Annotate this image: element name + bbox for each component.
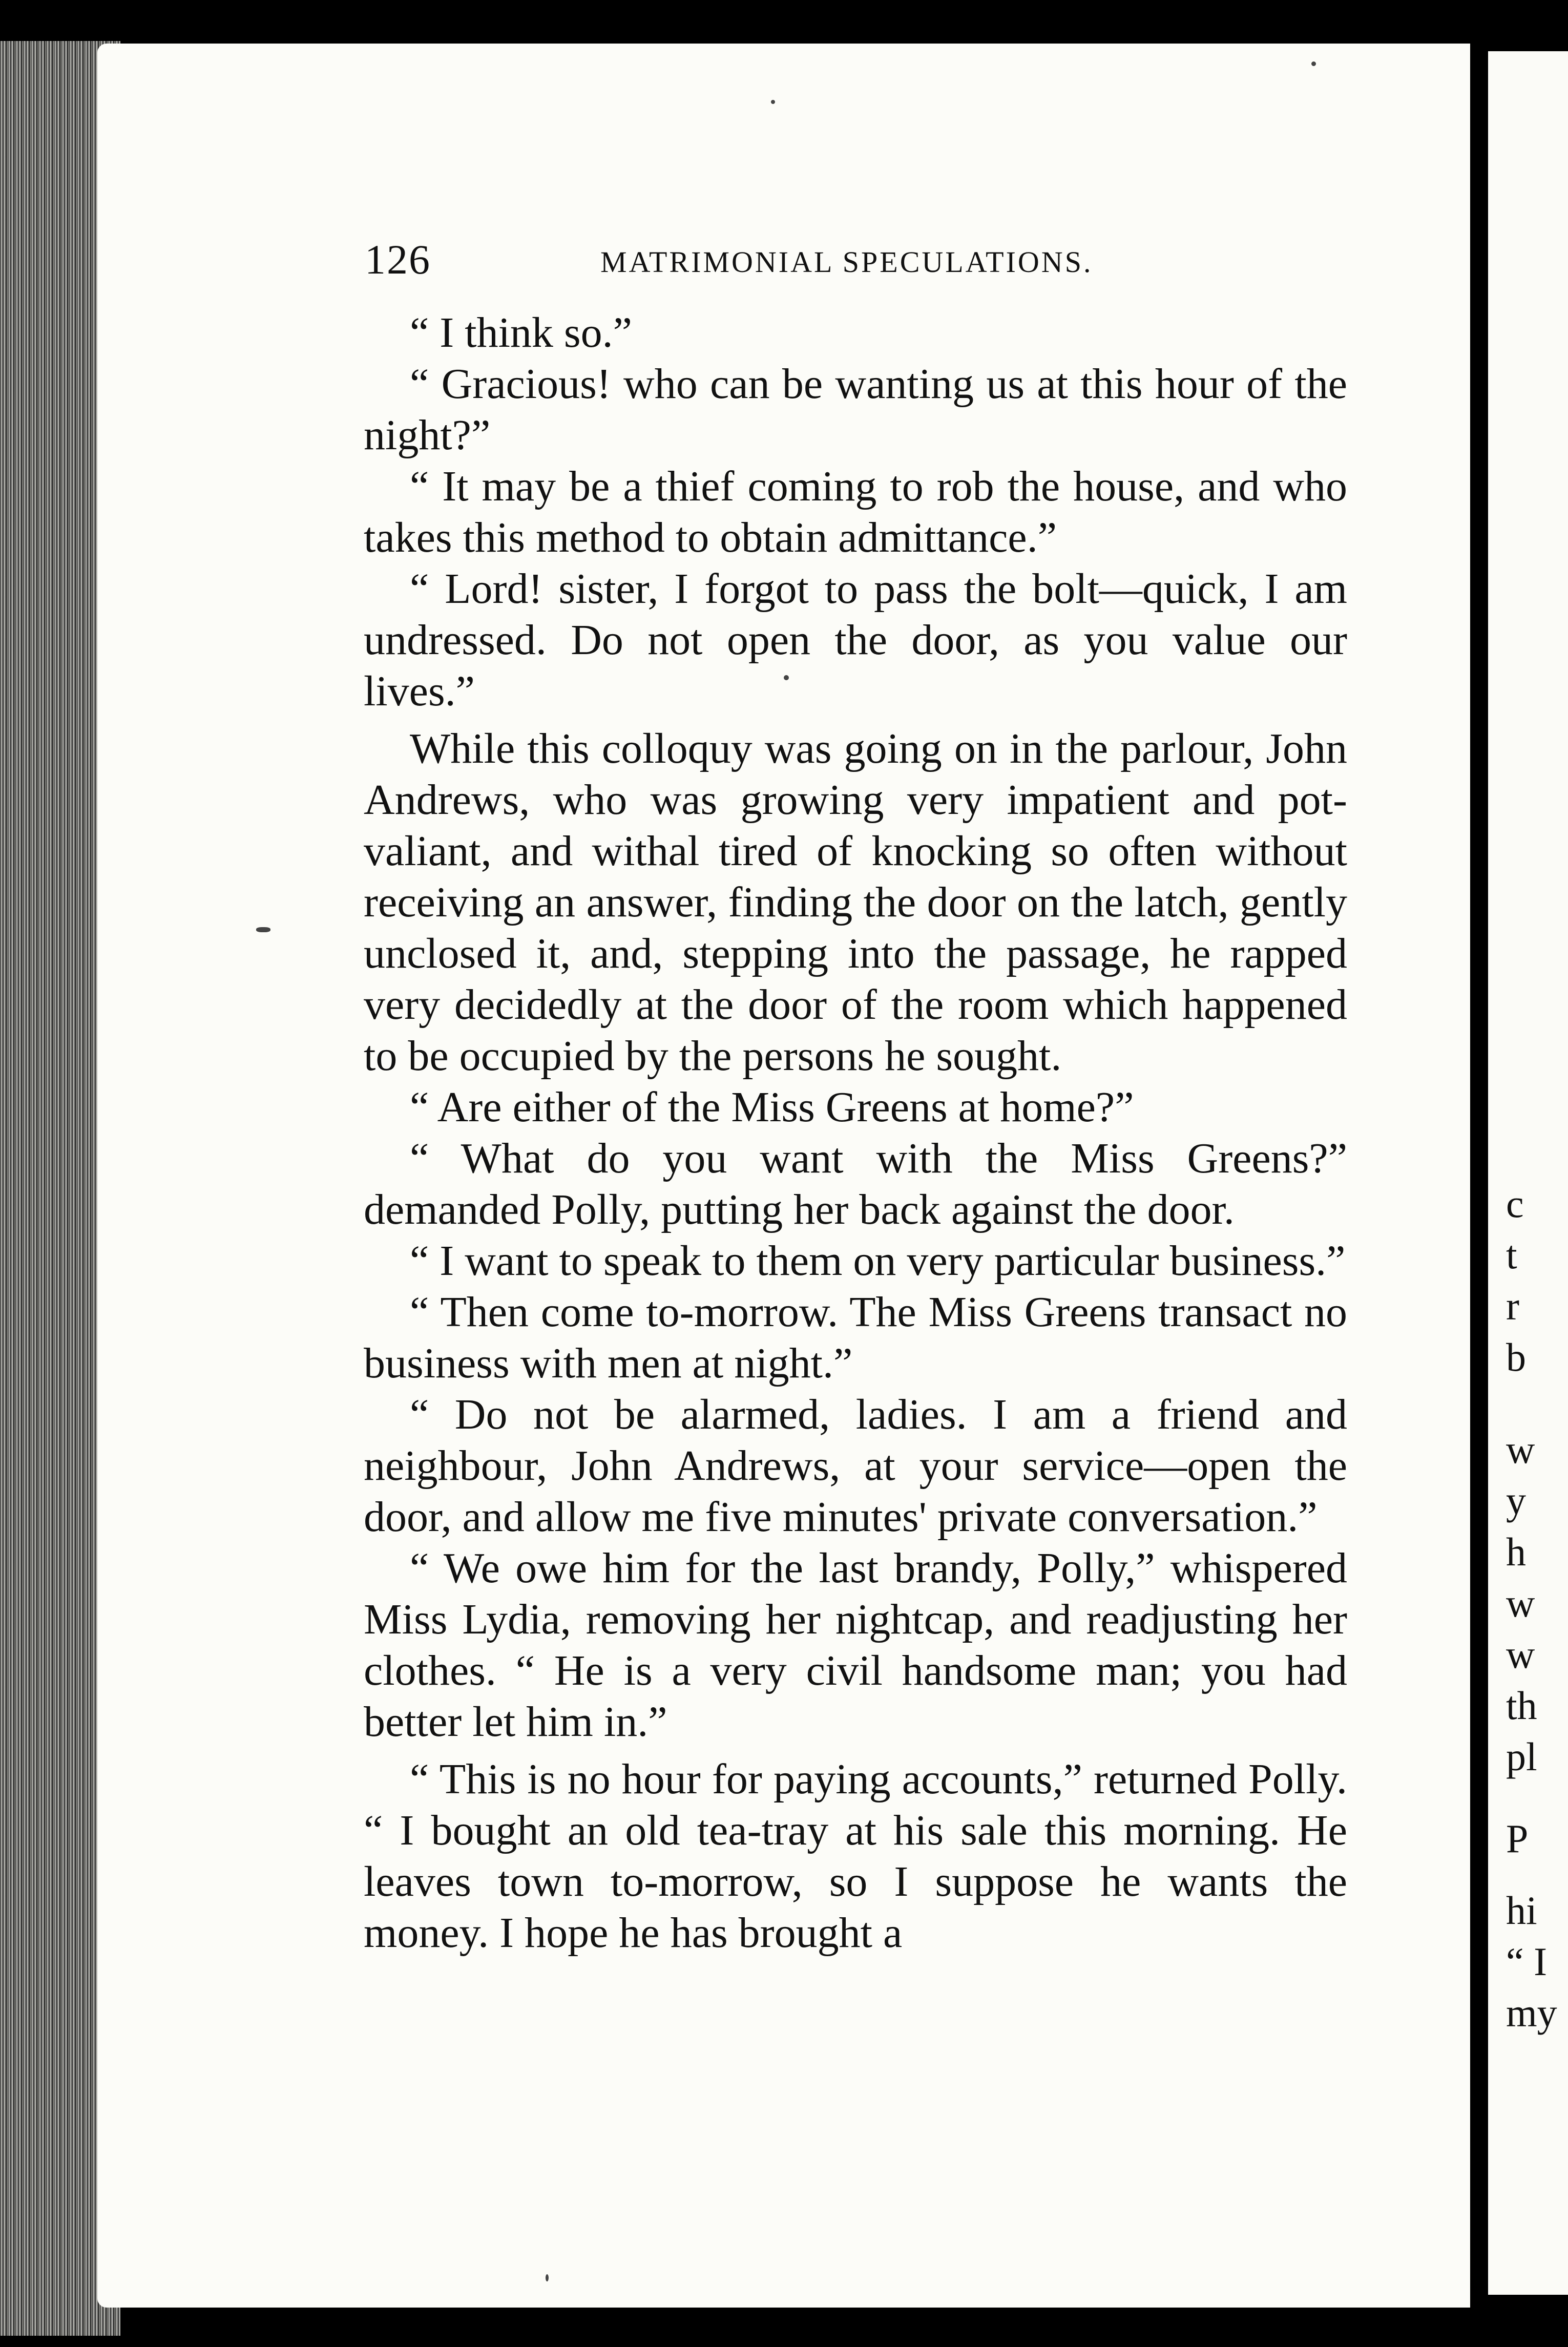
running-head: MATRIMONIAL SPECULATIONS. — [600, 245, 1093, 279]
page-body — [364, 307, 1347, 1959]
page-gutter-shadow — [1469, 44, 1490, 2308]
scan-speck — [771, 100, 775, 104]
scan-speck — [784, 675, 789, 680]
page-number: 126 — [365, 236, 431, 283]
facing-fragment: my — [1506, 1990, 1557, 2035]
facing-fragment: w — [1506, 1427, 1535, 1472]
facing-fragment: h — [1506, 1529, 1526, 1574]
facing-fragment: b — [1506, 1335, 1526, 1379]
facing-fragment: c — [1506, 1181, 1524, 1226]
facing-fragment: r — [1506, 1284, 1519, 1328]
facing-fragment: hi — [1506, 1888, 1537, 1933]
scan-speck — [546, 2274, 549, 2281]
page-header — [365, 236, 1379, 292]
paragraph: “ What do you want with the Miss Greens?” demanded Polly, putting her back against the door. — [364, 1135, 1347, 1233]
paragraph: “ Then come to-morrow. The Miss Greens transact no business with men at night.” — [364, 1288, 1347, 1387]
paragraph: “ Lord! sister, I forgot to pass the bolt—quick, I am undressed. Do not open the door, as you value our lives.” — [364, 565, 1347, 715]
facing-fragment: t — [1506, 1232, 1517, 1277]
facing-fragment: w — [1506, 1581, 1535, 1625]
paragraph: “ Do not be alarmed, ladies. I am a friend and neighbour, John Andrews, at your service—open the door, and allow me five minutes' private conversation.” — [364, 1391, 1347, 1541]
scan-speck — [256, 927, 270, 932]
paragraph: “ This is no hour for paying accounts,” returned Polly. “ I bought an old tea-tray at his sale this morning. He leaves town to-morrow, so I suppose he wants the money. I hope he has brought a — [364, 1755, 1347, 1957]
facing-fragment: y — [1506, 1478, 1526, 1523]
paragraph: “ It may be a thief coming to rob the house, and who takes this method to obtain admittance.” — [364, 463, 1347, 561]
paragraph: “ We owe him for the last brandy, Polly,” whispered Miss Lydia, removing her nightcap, and readjusting her clothes. “ He is a very civil handsome man; you had better let him in.” — [364, 1544, 1347, 1746]
facing-fragment: “ I — [1506, 1939, 1548, 1984]
paragraph: “ Are either of the Miss Greens at home?” — [410, 1083, 1134, 1131]
paragraph: While this colloquy was going on in the parlour, John Andrews, who was growing very impatient and pot-valiant, and withal tired of knocking so often without receiving an answer, finding the door on the latch, gently unclosed it, and, stepping into the passage, he rapped very decidedly at the door of the room which happened to be occupied by the persons he sought. — [364, 725, 1347, 1080]
facing-page-text — [1506, 1178, 1567, 2039]
facing-fragment: P — [1506, 1816, 1529, 1861]
facing-fragment: th — [1506, 1683, 1537, 1728]
facing-fragment: pl — [1506, 1734, 1537, 1779]
paragraph: “ I think so.” — [410, 309, 632, 357]
facing-fragment: w — [1506, 1632, 1535, 1677]
scan-speck — [1311, 61, 1316, 66]
paragraph: “ Gracious! who can be wanting us at this hour of the night?” — [364, 360, 1347, 459]
paragraph: “ I want to speak to them on very particular business.” — [410, 1237, 1346, 1285]
